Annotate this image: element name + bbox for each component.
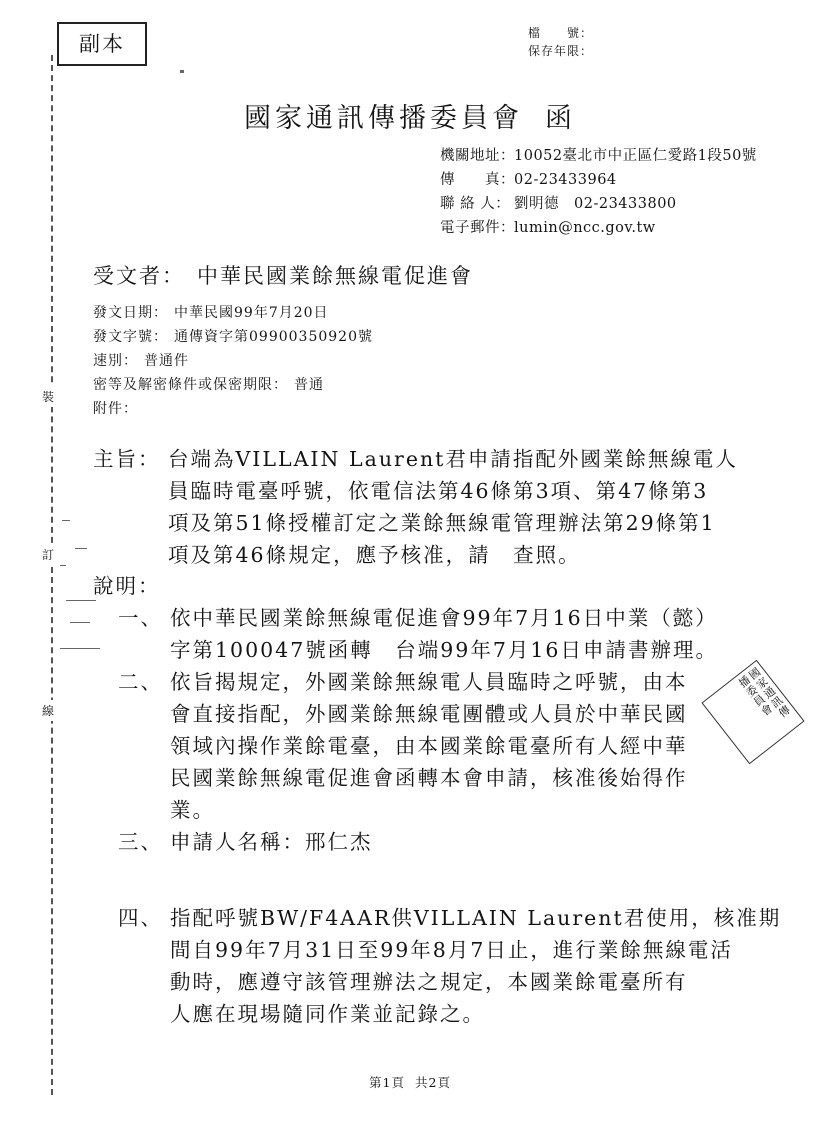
item-number: 四、 xyxy=(118,906,163,930)
received-stamp: 國家通訊傳播委員會 xyxy=(701,660,804,765)
meta-label: 速別： xyxy=(93,353,138,369)
item-number: 二、 xyxy=(118,670,163,694)
explanation-label: 說明： xyxy=(93,574,161,598)
contact-label: 聯 絡 人： xyxy=(440,196,511,212)
meta-label: 發文字號： xyxy=(93,329,168,345)
meta-label: 附件： xyxy=(93,401,138,417)
item-line: 領域內操作業餘電臺，由本國業餘電臺所有人經中華 xyxy=(170,734,688,758)
item-line: 人應在現場隨同作業並記錄之。 xyxy=(170,1002,485,1026)
contact-value: lumin@ncc.gov.tw xyxy=(514,220,656,236)
scan-speck xyxy=(62,520,70,521)
document-title xyxy=(0,96,820,135)
classification xyxy=(93,374,324,394)
meta-value: 普通 xyxy=(294,377,324,393)
doc-type: 函 xyxy=(545,103,576,134)
subject-line: 台端為VILLAIN Laurent君申請指配外國業餘無線電人 xyxy=(168,447,738,471)
contact-person xyxy=(440,192,677,213)
recipient-name: 中華民國業餘無線電促進會 xyxy=(197,264,473,288)
recipient-line xyxy=(93,260,473,290)
item-line: 指配呼號BW/F4AAR供VILLAIN Laurent君使用，核准期 xyxy=(170,906,782,930)
item-line: 業。 xyxy=(170,798,215,822)
footer-page-number: 第1頁 xyxy=(369,1075,405,1090)
subject-line: 員臨時電臺呼號，依電信法第46條第3項、第47條第3 xyxy=(168,479,709,503)
item-line: 民國業餘無線電促進會函轉本會申請，核准後始得作 xyxy=(170,766,688,790)
contact-label: 電子郵件： xyxy=(440,220,515,236)
item-line: 會直接指配，外國業餘無線電團體或人員於中華民國 xyxy=(170,702,688,726)
item-number: 三、 xyxy=(118,830,163,854)
issue-number xyxy=(93,326,373,346)
item-line: 字第100047號函轉 台端99年7月16日申請書辦理。 xyxy=(170,638,718,662)
contact-label: 機關地址： xyxy=(440,148,515,164)
item-line: 申請人名稱：邢仁杰 xyxy=(170,830,373,854)
binding-mark-xian: 線 xyxy=(42,700,54,721)
scan-speck xyxy=(70,622,90,623)
scan-speck xyxy=(60,648,100,649)
item-line: 依旨揭規定，外國業餘無線電人員臨時之呼號，由本 xyxy=(170,670,688,694)
binding-margin-line xyxy=(51,55,53,1095)
agency-title: 國家通訊傳播委員會 xyxy=(244,103,523,134)
subject-line: 項及第46條規定，應予核准，請 查照。 xyxy=(168,543,581,567)
file-number-label: 檔 號： xyxy=(528,26,594,40)
binding-mark-ding: 訂 xyxy=(42,544,54,565)
issue-date xyxy=(93,302,329,322)
item-number: 一、 xyxy=(118,606,163,630)
page-footer xyxy=(0,1073,820,1091)
contact-value: 02-23433964 xyxy=(514,172,617,188)
scan-speck xyxy=(180,70,184,73)
contact-value: 劉明德 02-23433800 xyxy=(514,196,677,212)
recipient-label: 受文者： xyxy=(93,264,185,288)
footer-page-total: 共2頁 xyxy=(415,1075,451,1090)
subject-label: 主旨： xyxy=(93,447,161,471)
copy-stamp-box: 副本 xyxy=(57,22,147,66)
attachments xyxy=(93,398,144,418)
scan-speck xyxy=(60,565,66,566)
meta-value: 中華民國99年7月20日 xyxy=(174,305,329,321)
meta-value: 普通件 xyxy=(144,353,189,369)
scan-speck xyxy=(75,548,87,549)
meta-label: 發文日期： xyxy=(93,305,168,321)
retention-period-label: 保存年限： xyxy=(528,44,594,58)
item-line: 動時，應遵守該管理辦法之規定，本國業餘電臺所有 xyxy=(170,970,688,994)
delivery-speed xyxy=(93,350,189,370)
contact-address xyxy=(440,144,757,165)
meta-value: 通傳資字第09900350920號 xyxy=(174,329,373,345)
contact-label: 傳 真： xyxy=(440,172,515,188)
contact-fax xyxy=(440,168,617,189)
scan-speck xyxy=(66,600,96,601)
contact-email xyxy=(440,216,656,237)
subject-line: 項及第51條授權訂定之業餘無線電管理辦法第29條第1 xyxy=(168,511,716,535)
contact-value: 10052臺北市中正區仁愛路1段50號 xyxy=(514,148,757,164)
meta-label: 密等及解密條件或保密期限： xyxy=(93,377,288,393)
item-line: 間自99年7月31日至99年8月7日止，進行業餘無線電活 xyxy=(170,938,733,962)
item-line: 依中華民國業餘無線電促進會99年7月16日中業（懿） xyxy=(170,606,718,630)
binding-mark-zhuang: 裝 xyxy=(42,386,54,407)
